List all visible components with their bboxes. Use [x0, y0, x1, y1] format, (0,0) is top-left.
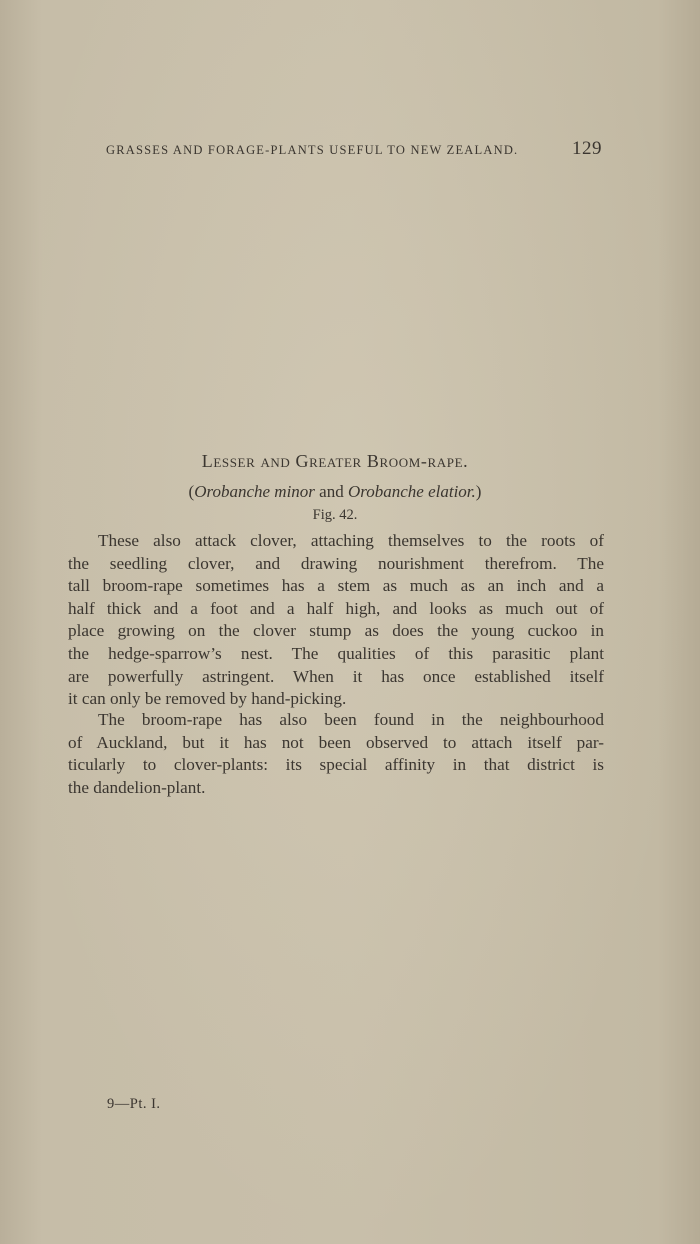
figure-label: Fig. 42.: [312, 507, 358, 523]
paragraph-line: the hedge-sparrow’s nest. The qualities of this parasitic plant: [68, 643, 604, 663]
running-head: [106, 138, 602, 160]
paragraph-line: ticularly to clover-plants: its special affinity in that district is: [68, 755, 604, 775]
signature-mark: 9—Pt. I.: [107, 1096, 161, 1112]
paragraph-line: place growing on the clover stump as does the young cuckoo in: [68, 621, 604, 641]
subtitle-close-paren: ): [475, 482, 482, 501]
paragraph-1: [68, 530, 604, 711]
paragraph-line: These also attack clover, attaching themselves to the roots of: [98, 531, 604, 550]
running-head-title: GRASSES AND FORAGE-PLANTS USEFUL TO NEW ZEALAND.: [106, 143, 519, 157]
paragraph-line: the dandelion-plant.: [68, 777, 206, 797]
paragraph-line: The broom-rape has also been found in the neighbourhood: [98, 710, 604, 729]
paragraph-line: the seedling clover, and drawing nourishment therefrom. The: [68, 553, 604, 573]
section-subtitle: [0, 482, 670, 502]
paragraph-line: it can only be removed by hand-picking.: [68, 689, 347, 709]
subtitle-open-paren: (: [188, 482, 195, 501]
subtitle-conjunction: and: [314, 482, 348, 501]
paragraph-line: are powerfully astringent. When it has once established itself: [68, 666, 604, 686]
species-name-2: Orobanche elatior.: [347, 482, 476, 501]
paragraph-line: tall broom-rape sometimes has a stem as much as an inch and a: [68, 576, 604, 596]
paragraph-2: [68, 709, 604, 799]
species-name-1: Orobanche minor: [194, 482, 315, 501]
paragraph-line: half thick and a foot and a half high, and looks as much out of: [68, 598, 604, 618]
section-title: Lesser and Greater Broom-rape.: [201, 451, 469, 471]
paragraph-line: of Auckland, but it has not been observed to attach itself par-: [68, 732, 604, 752]
page-number: 129: [572, 138, 602, 159]
